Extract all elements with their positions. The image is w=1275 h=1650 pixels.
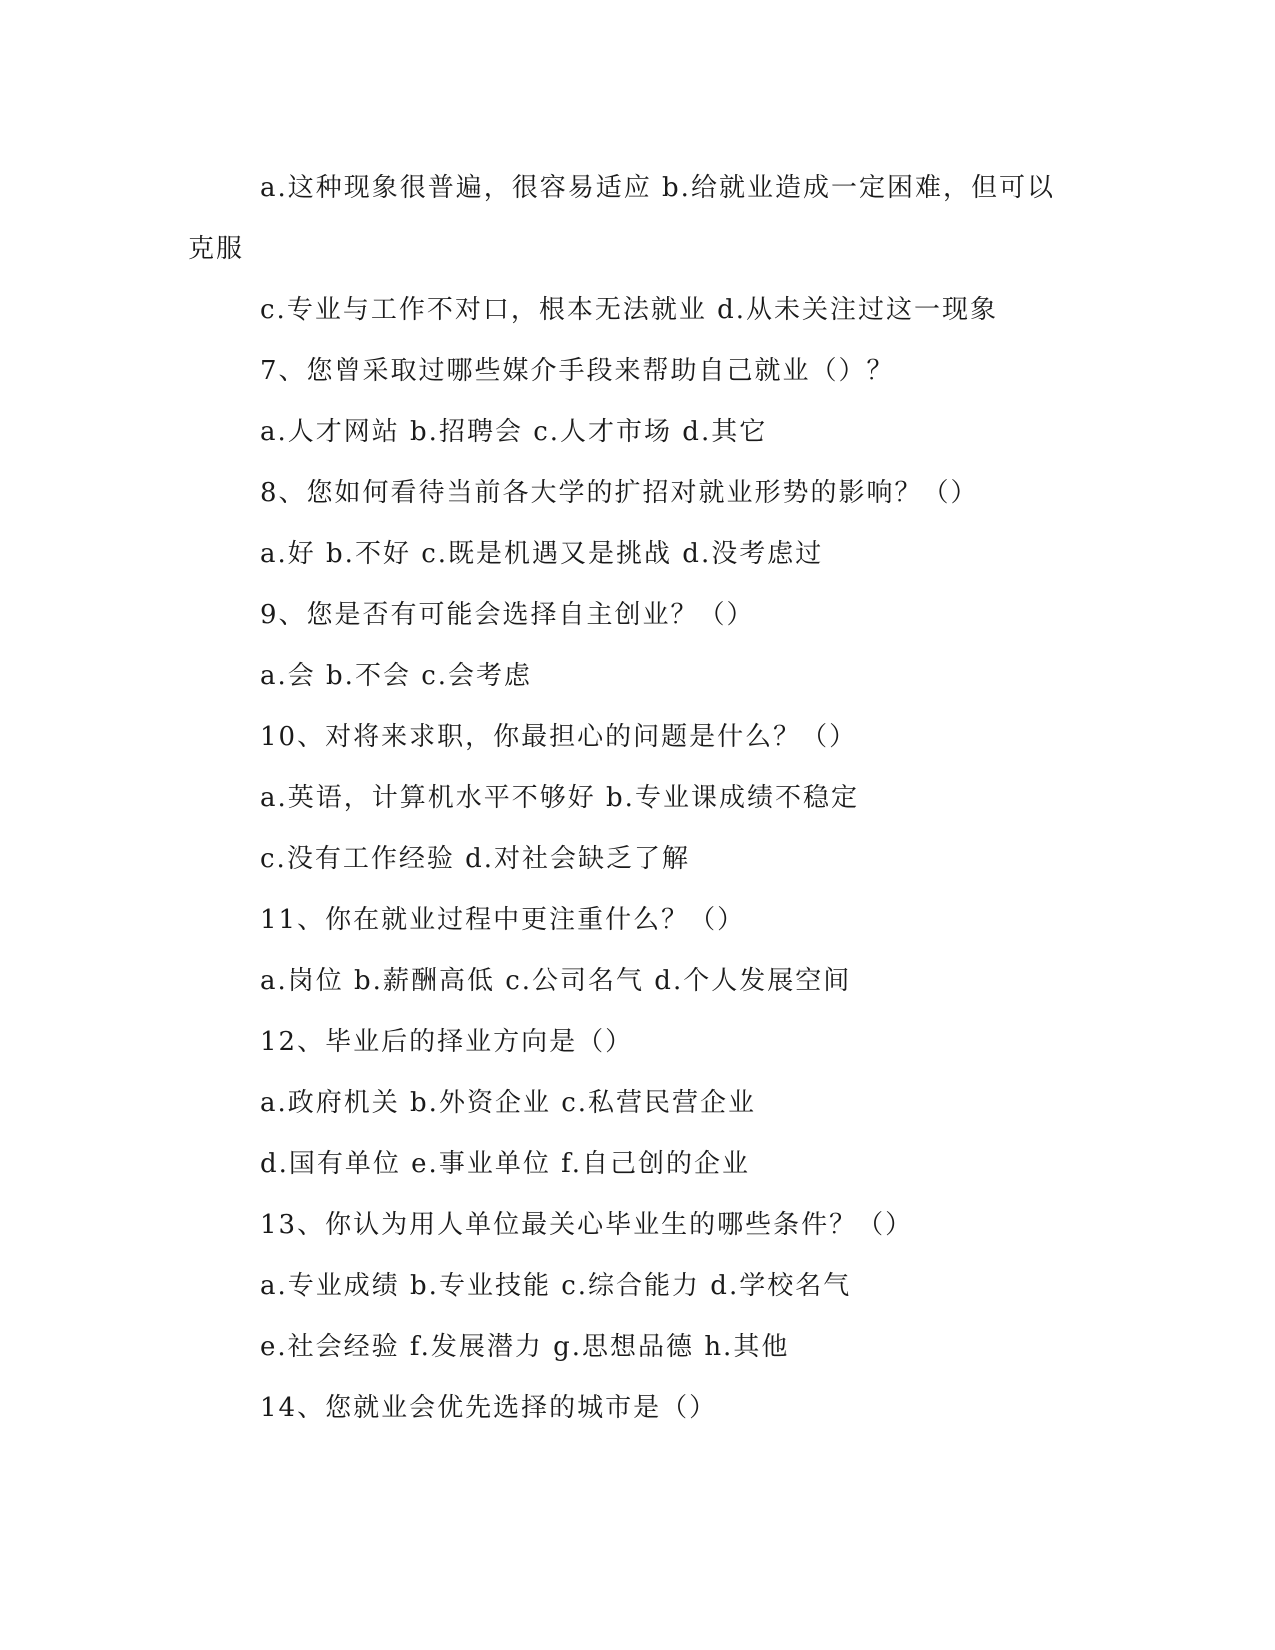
q8-options: a.好 b.不好 c.既是机遇又是挑战 d.没考虑过 [260, 539, 824, 569]
q6-options-line-2: c.专业与工作不对口，根本无法就业 d.从未关注过这一现象 [260, 295, 998, 325]
survey-text-block [188, 158, 1068, 1439]
q6-options-line-1-wrap: 克服 [188, 234, 245, 264]
question-8: 8、您如何看待当前各大学的扩招对就业形势的影响？（） [260, 478, 979, 508]
q6-options-line-1: a.这种现象很普遍，很容易适应 b.给就业造成一定困难，但可以 [260, 173, 1055, 203]
q7-options: a.人才网站 b.招聘会 c.人才市场 d.其它 [260, 417, 768, 447]
q13-options-line-1: a.专业成绩 b.专业技能 c.综合能力 d.学校名气 [260, 1271, 852, 1301]
q11-options: a.岗位 b.薪酬高低 c.公司名气 d.个人发展空间 [260, 966, 852, 996]
question-10: 10、对将来求职，你最担心的问题是什么？（） [260, 722, 858, 752]
question-7: 7、您曾采取过哪些媒介手段来帮助自己就业（）？ [260, 356, 895, 386]
q12-options-line-2: d.国有单位 e.事业单位 f.自己创的企业 [260, 1149, 751, 1179]
q10-options-line-1: a.英语，计算机水平不够好 b.专业课成绩不稳定 [260, 783, 859, 813]
q9-options: a.会 b.不会 c.会考虑 [260, 661, 533, 691]
question-9: 9、您是否有可能会选择自主创业？（） [260, 600, 755, 630]
question-13: 13、你认为用人单位最关心毕业生的哪些条件？（） [260, 1210, 914, 1240]
q13-options-line-2: e.社会经验 f.发展潜力 g.思想品德 h.其他 [260, 1332, 790, 1362]
q12-options-line-1: a.政府机关 b.外资企业 c.私营民营企业 [260, 1088, 757, 1118]
question-11: 11、你在就业过程中更注重什么？（） [260, 905, 746, 935]
q10-options-line-2: c.没有工作经验 d.对社会缺乏了解 [260, 844, 690, 874]
question-12: 12、毕业后的择业方向是（） [260, 1027, 634, 1057]
question-14: 14、您就业会优先选择的城市是（） [260, 1393, 718, 1423]
